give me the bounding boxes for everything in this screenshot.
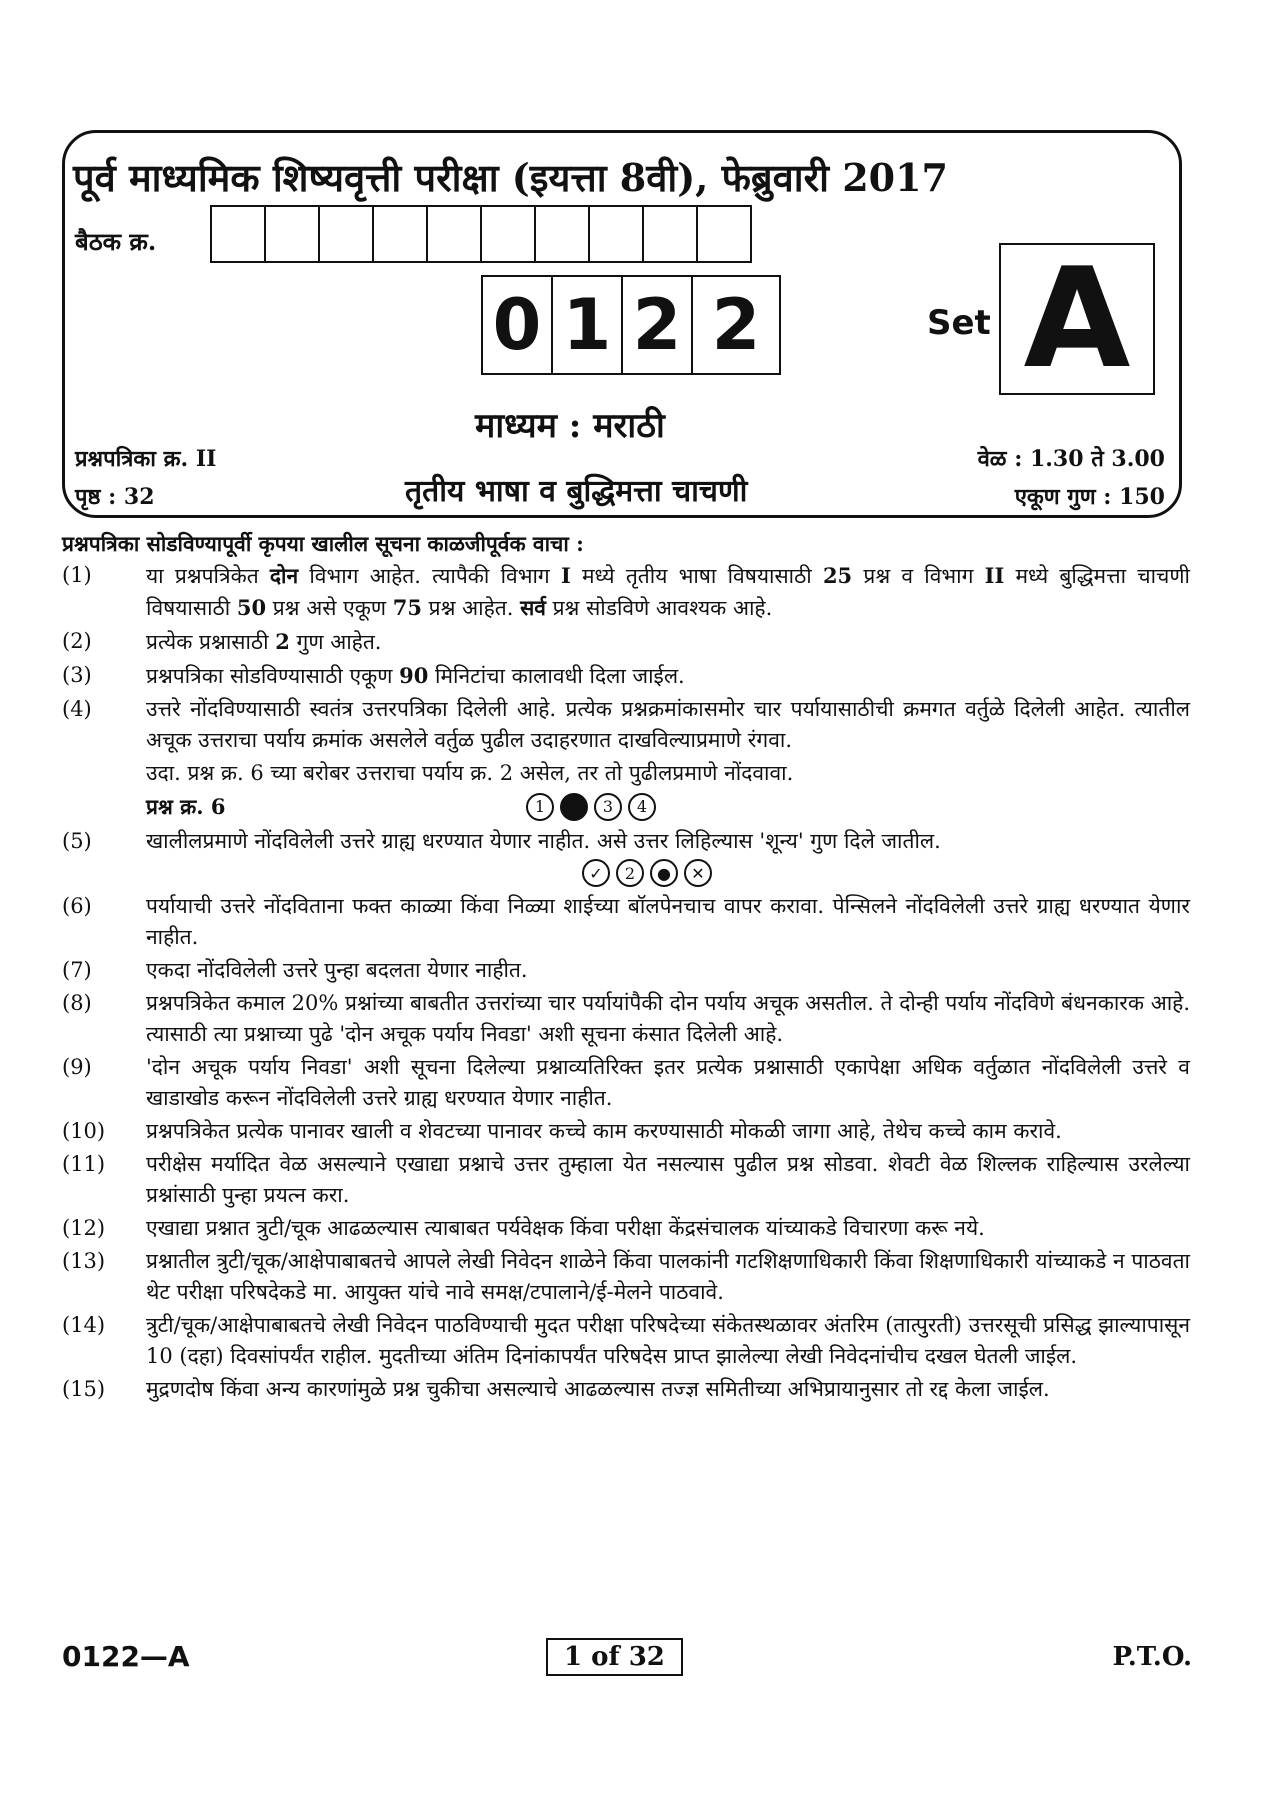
instruction-text-part: खालीलप्रमाणे नोंदविलेली उत्तरे ग्राह्य धरण्यात येणार नाहीत. असे उत्तर लिहिल्यास 'शून्य' गुण दिले जातील. (146, 829, 941, 853)
instruction-text-part: एकदा नोंदविलेली उत्तरे पुन्हा बदलता येणार नाहीत. (146, 958, 528, 982)
instruction-number: (5) (62, 829, 92, 853)
instruction-text (146, 955, 1190, 986)
set-label: Set (927, 303, 991, 343)
instructions-list (62, 560, 1190, 1407)
instruction-text-part: 2 (275, 629, 290, 654)
instruction-text-part: मिनिटांचा कालावधी दिला जाईल. (428, 664, 685, 688)
instruction-number: (1) (62, 563, 92, 587)
invalid-bubble: ● (650, 859, 678, 887)
seat-digit-box[interactable] (536, 207, 590, 261)
instruction-text-part: प्रत्येक प्रश्नासाठी (146, 630, 276, 654)
option-bubble: 3 (594, 793, 622, 821)
instruction-text-part: या प्रश्नपत्रिकेत (146, 564, 270, 588)
page-indicator: 1 of 32 (546, 1638, 683, 1676)
instruction-number: (8) (62, 991, 92, 1015)
instruction-text (146, 1310, 1190, 1372)
seat-digit-box[interactable] (644, 207, 698, 261)
instruction-text (146, 1246, 1190, 1308)
total-marks: एकूण गुण : 150 (1014, 484, 1165, 510)
instruction-text-part: मुद्रणदोष किंवा अन्य कारणांमुळे प्रश्न चुकीचा असल्याचे आढळल्यास तज्ज्ञ समितीच्या अभिप्रायानुसार तो रद्द केला जाईल. (146, 1377, 1050, 1401)
instruction-number: (6) (62, 894, 92, 918)
instruction-item (62, 891, 1190, 953)
instruction-number: (4) (62, 697, 92, 721)
example-text: उदा. प्रश्न क्र. 6 च्या बरोबर उत्तराचा पर्याय क्र. 2 असेल, तर तो पुढीलप्रमाणे नोंदवावा. (146, 761, 794, 785)
filled-bubble (560, 793, 588, 821)
instruction-text-part: परीक्षेस मर्यादित वेळ असल्याने एखाद्या प्रश्नाचे उत्तर तुम्हाला येत नसल्यास पुढील प्रश्न सोडवा. शेवटी वेळ शिल्लक राहिल्यास उरलेल्या प्रश्नांसाठी पुन्हा प्रयत्न करा. (146, 1152, 1190, 1207)
instruction-item (62, 955, 1190, 986)
instruction-text-part: 90 (399, 663, 429, 688)
instruction-number: (13) (62, 1249, 106, 1273)
instruction-text (146, 891, 1190, 953)
option-bubble: 4 (628, 793, 656, 821)
instruction-number: (7) (62, 958, 92, 982)
instruction-number: (11) (62, 1152, 106, 1176)
seat-digit-box[interactable] (266, 207, 320, 261)
instruction-text (146, 626, 1190, 658)
instruction-number: (14) (62, 1313, 106, 1337)
set-value: A (999, 243, 1155, 395)
instruction-text-part: प्रश्नपत्रिका सोडविण्यासाठी एकूण (146, 664, 400, 688)
exam-title: पूर्व माध्यमिक शिष्यवृत्ती परीक्षा (इयत्ता 8वी), फेब्रुवारी 2017 (73, 155, 948, 200)
please-turn-over: P.T.O. (1112, 1642, 1192, 1672)
paper-number: प्रश्नपत्रिका क्र. II (75, 446, 217, 472)
instruction-number: (15) (62, 1377, 106, 1401)
seat-digit-box[interactable] (374, 207, 428, 261)
instruction-text-part: प्रश्न आहेत. (421, 596, 521, 620)
instruction-item (62, 1213, 1190, 1244)
seat-number-label: बैठक क्र. (75, 227, 157, 256)
code-digit: 2 (711, 284, 761, 366)
instruction-text-part: प्रश्नपत्रिकेत प्रत्येक पानावर खाली व शेवटच्या पानावर कच्चे काम करण्यासाठी मोकळी जागा आहे, तेथेच कच्चे काम करावे. (146, 1119, 1062, 1143)
invalid-bubble: ✓ (582, 859, 610, 887)
instruction-text (146, 1374, 1190, 1405)
invalid-bubble: 2 (616, 859, 644, 887)
instruction-item (62, 1246, 1190, 1308)
instruction-text-part: दोन (269, 563, 299, 588)
exam-time: वेळ : 1.30 ते 3.00 (977, 446, 1165, 472)
instruction-text (146, 826, 1190, 857)
instructions-heading: प्रश्नपत्रिका सोडविण्यापूर्वी कृपया खालील सूचना काळजीपूर्वक वाचा : (62, 531, 584, 556)
instruction-text-part: पर्यायाची उत्तरे नोंदविताना फक्त काळ्या किंवा निळ्या शाईच्या बॉलपेनचाच वापर करावा. पेन्सिलने नोंदविलेली उत्तरे ग्राह्य धरण्यात येणार नाहीत. (146, 894, 1190, 949)
instruction-number: (3) (62, 663, 92, 687)
instruction-item (62, 560, 1190, 624)
example-question: प्रश्न क्र. 6 (146, 794, 226, 819)
paper-code (481, 275, 781, 375)
instruction-text-part: प्रश्नपत्रिकेत कमाल 20% प्रश्नांच्या बाबतीत उत्तरांच्या चार पर्यायांपैकी दोन पर्याय अचूक असतील. ते दोन्ही पर्याय नोंदविणे बंधनकारक आहे. त्यासाठी त्या प्रश्नाच्या पुढे 'दोन अचूक पर्याय निवडा' अशी सूचना कंसात दिलेली आहे. (146, 991, 1190, 1046)
seat-digit-box[interactable] (590, 207, 644, 261)
instruction-item (62, 660, 1190, 692)
instruction-text (146, 1149, 1190, 1211)
instruction-item (62, 826, 1190, 857)
code-digit: 2 (623, 277, 693, 373)
instruction-text-part: त्रुटी/चूक/आक्षेपाबाबतचे लेखी निवेदन पाठविण्याची मुदत परीक्षा परिषदेच्या संकेतस्थळावर अंतरिम (तात्पुरती) उत्तरसूची प्रसिद्ध झाल्यापासून 10 (दहा) दिवसांपर्यंत राहील. मुदतीच्या अंतिम दिनांकापर्यंत परिषदेस प्राप्त झालेल्या लेखी निवेदनांचीच दखल घेतली जाईल. (146, 1313, 1190, 1368)
instruction-item (62, 1149, 1190, 1211)
invalid-bubble: ✕ (684, 859, 712, 887)
instruction-text-part: प्रश्न असे एकूण (266, 596, 393, 620)
instruction-item (62, 694, 1190, 756)
instruction-text-part: प्रश्न व विभाग (852, 564, 985, 588)
seat-digit-box[interactable] (212, 207, 266, 261)
seat-digit-box[interactable] (428, 207, 482, 261)
instruction-item (62, 1374, 1190, 1405)
seat-number-boxes[interactable] (210, 205, 752, 263)
instruction-text-part: मध्ये बुद्धिमत्ता चाचणी विषयासाठी (146, 564, 1190, 620)
instruction-text-part: I (560, 563, 571, 588)
instruction-text (146, 660, 1190, 692)
instruction-text-part: विभाग आहेत. त्यापैकी विभाग (298, 564, 561, 588)
example-answer (146, 791, 1190, 822)
instruction-item (62, 1052, 1190, 1114)
instruction-text (146, 1116, 1190, 1147)
instruction-item (62, 988, 1190, 1050)
instruction-number: (9) (62, 1055, 92, 1079)
instruction-text-part: गुण आहेत. (289, 630, 382, 654)
instruction-text-part: II (984, 563, 1005, 588)
instruction-item (62, 1310, 1190, 1372)
page-count: पृष्ठ : 32 (75, 484, 155, 510)
instruction-text-part: 50 (236, 595, 267, 620)
instruction-number: (12) (62, 1216, 106, 1240)
seat-digit-box[interactable] (320, 207, 374, 261)
seat-digit-box[interactable] (698, 207, 750, 261)
instruction-text-part: सर्व (520, 595, 546, 620)
invalid-marking-examples (582, 859, 1190, 887)
instruction-text-part: उत्तरे नोंदविण्यासाठी स्वतंत्र उत्तरपत्रिका दिलेली आहे. प्रत्येक प्रश्नक्रमांकासमोर चार पर्यायासाठीची क्रमगत वर्तुळे दिलेली आहेत. त्यातील अचूक उत्तराचा पर्याय क्रमांक असलेले वर्तुळ पुढील उदाहरणात दाखविल्याप्रमाणे रंगवा. (146, 697, 1190, 752)
instruction-text-part: 25 (822, 563, 853, 588)
instruction-number: (2) (62, 629, 92, 653)
instruction-text-part: 75 (392, 595, 422, 620)
instruction-text-part: मध्ये तृतीय भाषा विषयासाठी (570, 564, 823, 588)
instruction-text (146, 694, 1190, 756)
instruction-text (146, 1052, 1190, 1114)
instruction-item (62, 1116, 1190, 1147)
instruction-item (62, 626, 1190, 658)
option-bubble: 1 (526, 793, 554, 821)
code-digit: 1 (553, 277, 623, 373)
instruction-text (146, 988, 1190, 1050)
code-digit: 0 (483, 277, 553, 373)
seat-digit-box[interactable] (482, 207, 536, 261)
header-box (62, 130, 1182, 518)
instruction-text-part: प्रश्न सोडविणे आवश्यक आहे. (545, 596, 773, 620)
instruction-number: (10) (62, 1119, 106, 1143)
instruction-text (146, 560, 1190, 624)
instruction-text (146, 1213, 1190, 1244)
instruction-text-part: प्रश्नातील त्रुटी/चूक/आक्षेपाबाबतचे आपले लेखी निवेदन शाळेने किंवा पालकांनी गटशिक्षणाधिकारी किंवा शिक्षणाधिकारी यांच्याकडे न पाठवता थेट परीक्षा परिषदेकडे मा. आयुक्त यांचे नावे समक्ष/टपालाने/ई-मेलने पाठवावे. (146, 1249, 1190, 1304)
instruction-text-part: 'दोन अचूक पर्याय निवडा' अशी सूचना दिलेल्या प्रश्नाव्यतिरिक्त इतर प्रत्येक प्रश्नासाठी एकापेक्षा अधिक वर्तुळात नोंदविलेली उत्तरे व खाडाखोड करून नोंदविलेली उत्तरे ग्राह्य धरण्यात येणार नाहीत. (146, 1055, 1190, 1110)
footer-paper-code: 0122—A (62, 1640, 190, 1673)
instruction-text-part: एखाद्या प्रश्नात त्रुटी/चूक आढळल्यास त्याबाबत पर्यवेक्षक किंवा परीक्षा केंद्रसंचालक यांच्याकडे विचारणा करू नये. (146, 1216, 985, 1240)
subject: तृतीय भाषा व बुद्धिमत्ता चाचणी (405, 474, 748, 509)
medium: माध्यम : मराठी (475, 406, 665, 446)
